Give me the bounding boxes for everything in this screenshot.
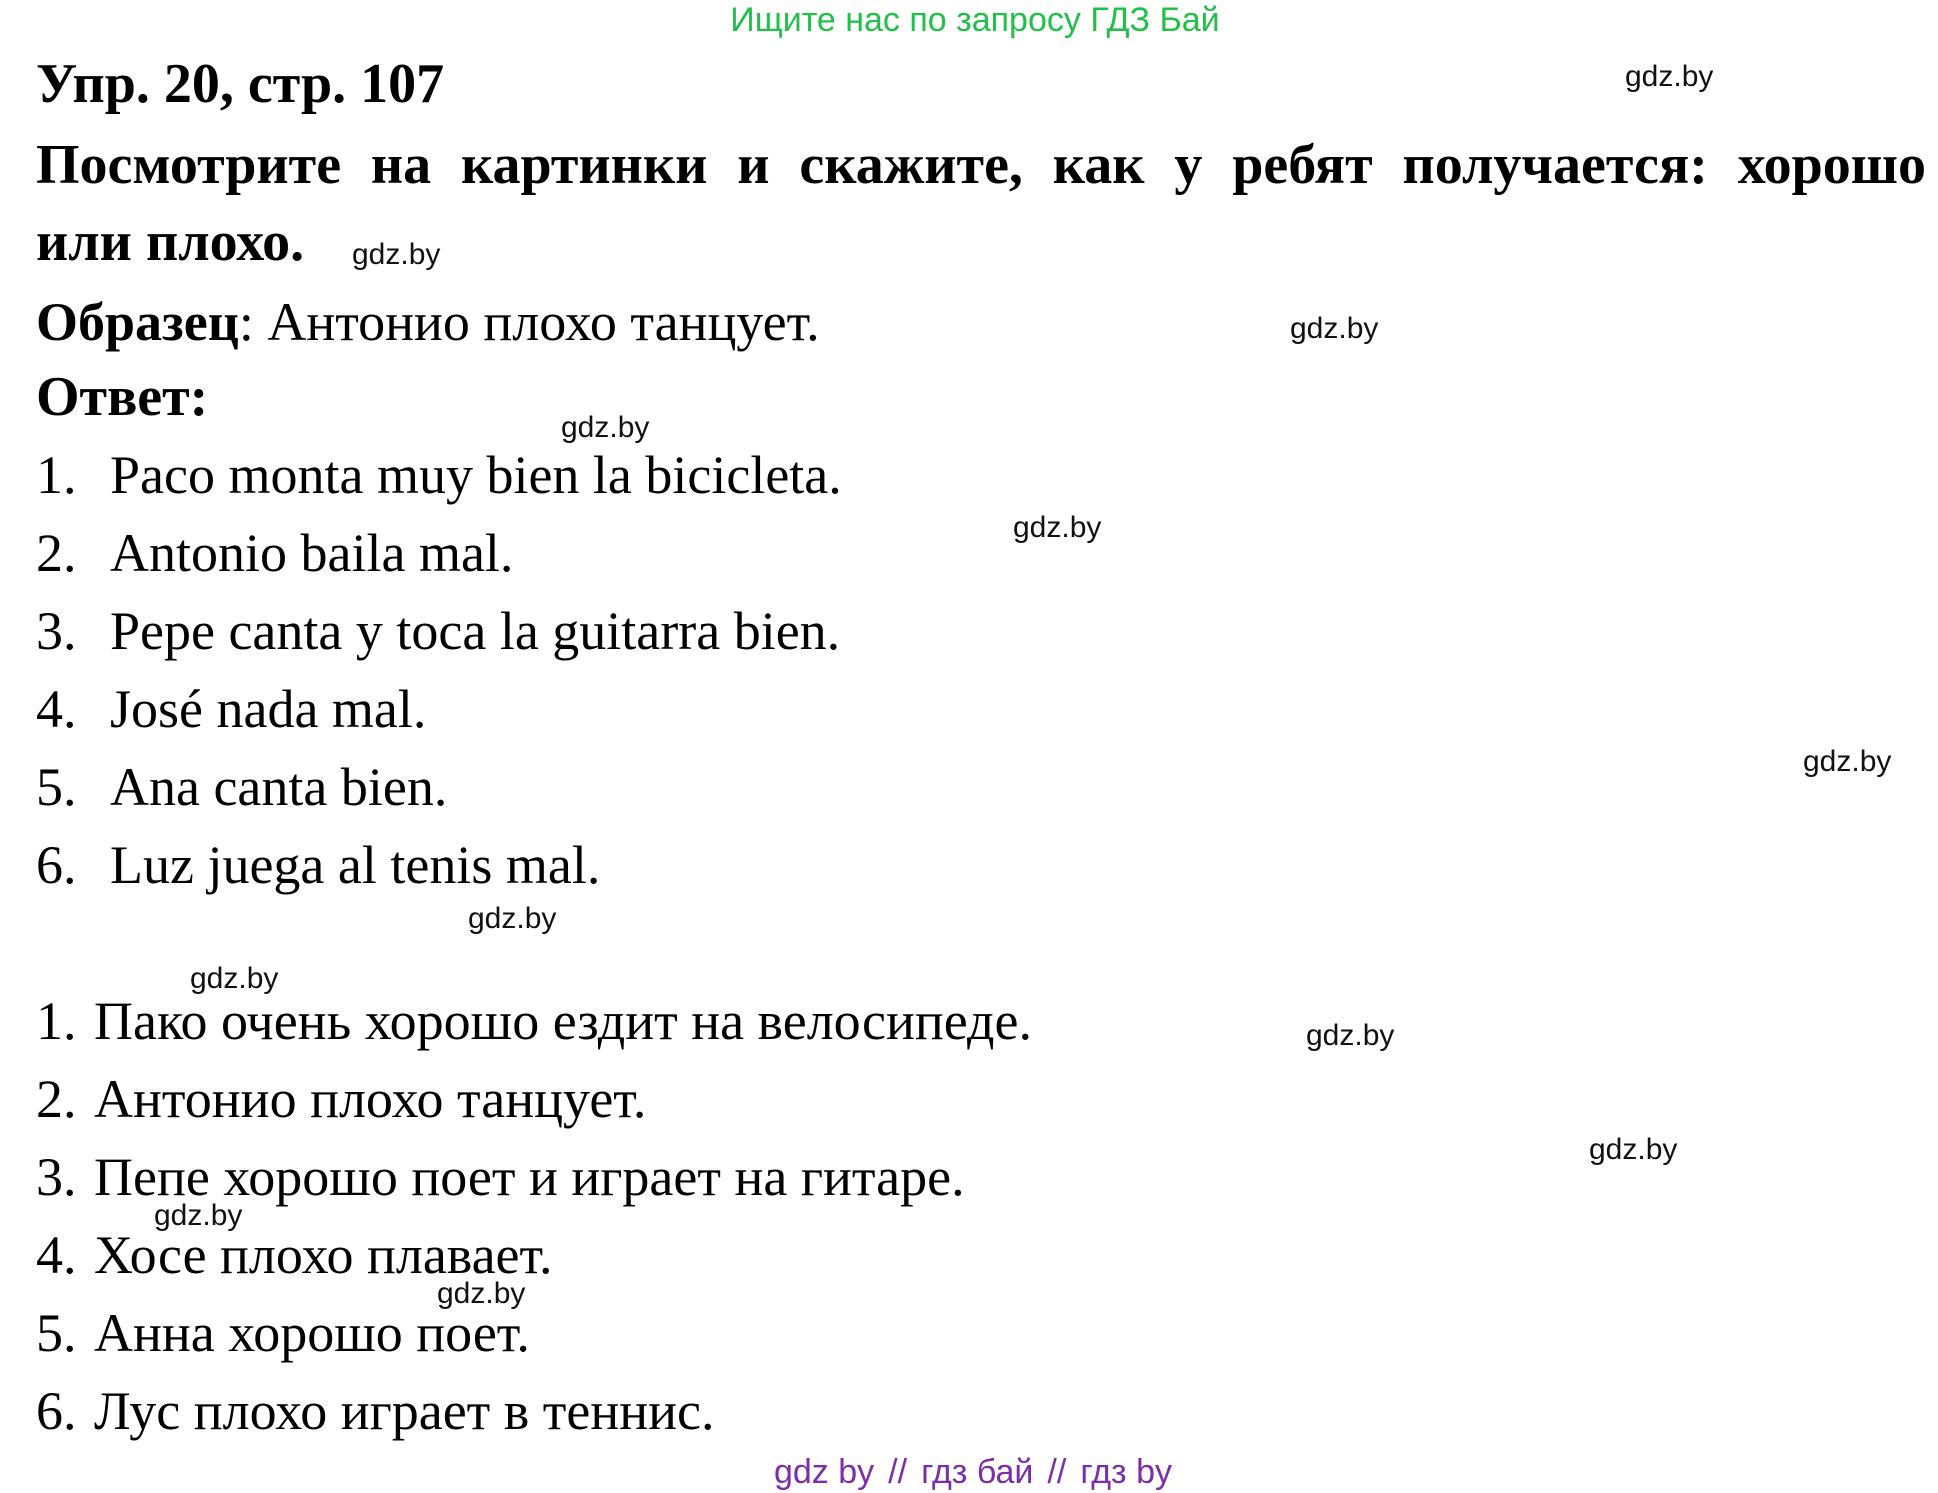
list-number: 1. (36, 445, 77, 505)
russian-answer-item (36, 1379, 715, 1443)
list-number: 5. (36, 757, 77, 817)
spanish-answer-item (36, 521, 513, 585)
example-text: : Антонио плохо танцует. (238, 292, 820, 352)
example-label: Образец (36, 292, 239, 352)
russian-answer-text: Лус плохо играет в теннис. (94, 1381, 715, 1441)
footer-link-gdz-by[interactable]: gdz by (773, 1453, 875, 1491)
spanish-answer-text: Antonio baila mal. (110, 523, 514, 583)
watermark: gdz.by (154, 1199, 243, 1232)
watermark: gdz.by (190, 962, 279, 995)
spanish-answer-item (36, 833, 600, 897)
task-instruction-line-2: или плохо. (36, 211, 305, 273)
task-instruction-line-1: Посмотрите на картинки и скажите, как у ребят получается: хорошо (36, 134, 1926, 196)
spanish-answer-text: Pepe canta y toca la guitarra bien. (110, 601, 841, 661)
list-number: 5. (36, 1303, 77, 1363)
list-number: 4. (36, 1225, 77, 1285)
spanish-answer-text: José nada mal. (110, 679, 427, 739)
footer-link-gdz-by-ru[interactable]: гдз by (1080, 1453, 1172, 1491)
spanish-answer-text: Luz juega al tenis mal. (110, 835, 601, 895)
spanish-answer-text: Paco monta muy bien la bicicleta. (110, 445, 842, 505)
answer-label: Ответ: (36, 366, 209, 428)
search-banner: Ищите нас по запросу ГДЗ Бай (730, 1, 1220, 39)
russian-answer-item (36, 989, 1032, 1053)
list-number: 3. (36, 1147, 77, 1207)
list-number: 1. (36, 991, 77, 1051)
russian-answer-text: Антонио плохо танцует. (94, 1069, 647, 1129)
footer-link-gdz-bai[interactable]: гдз бай (921, 1453, 1034, 1491)
list-number: 2. (36, 1069, 77, 1129)
list-number: 3. (36, 601, 77, 661)
watermark: gdz.by (1290, 312, 1379, 345)
exercise-heading: Упр. 20, стр. 107 (36, 53, 445, 115)
watermark: gdz.by (561, 411, 650, 444)
russian-answer-text: Хосе плохо плавает. (94, 1225, 553, 1285)
spanish-answer-item (36, 443, 842, 507)
watermark: gdz.by (1589, 1133, 1678, 1166)
spanish-answer-item (36, 599, 840, 663)
russian-answer-text: Пако очень хорошо ездит на велосипеде. (94, 991, 1032, 1051)
list-number: 6. (36, 1381, 77, 1441)
watermark: gdz.by (468, 902, 557, 935)
footer-separator: // (1047, 1453, 1067, 1491)
footer (0, 1452, 1938, 1492)
watermark: gdz.by (1625, 60, 1714, 93)
list-number: 4. (36, 679, 77, 739)
example-line (36, 290, 820, 354)
watermark: gdz.by (1013, 511, 1102, 544)
footer-separator: // (888, 1453, 908, 1491)
russian-answer-text: Пепе хорошо поет и играет на гитаре. (94, 1147, 965, 1207)
watermark: gdz.by (1803, 745, 1892, 778)
russian-answer-text: Анна хорошо поет. (94, 1303, 530, 1363)
watermark: gdz.by (437, 1277, 526, 1310)
spanish-answer-item (36, 755, 447, 819)
list-number: 6. (36, 835, 77, 895)
watermark: gdz.by (1306, 1019, 1395, 1052)
list-number: 2. (36, 523, 77, 583)
watermark: gdz.by (352, 238, 441, 271)
spanish-answer-item (36, 677, 426, 741)
spanish-answer-text: Ana canta bien. (110, 757, 448, 817)
russian-answer-item (36, 1067, 646, 1131)
